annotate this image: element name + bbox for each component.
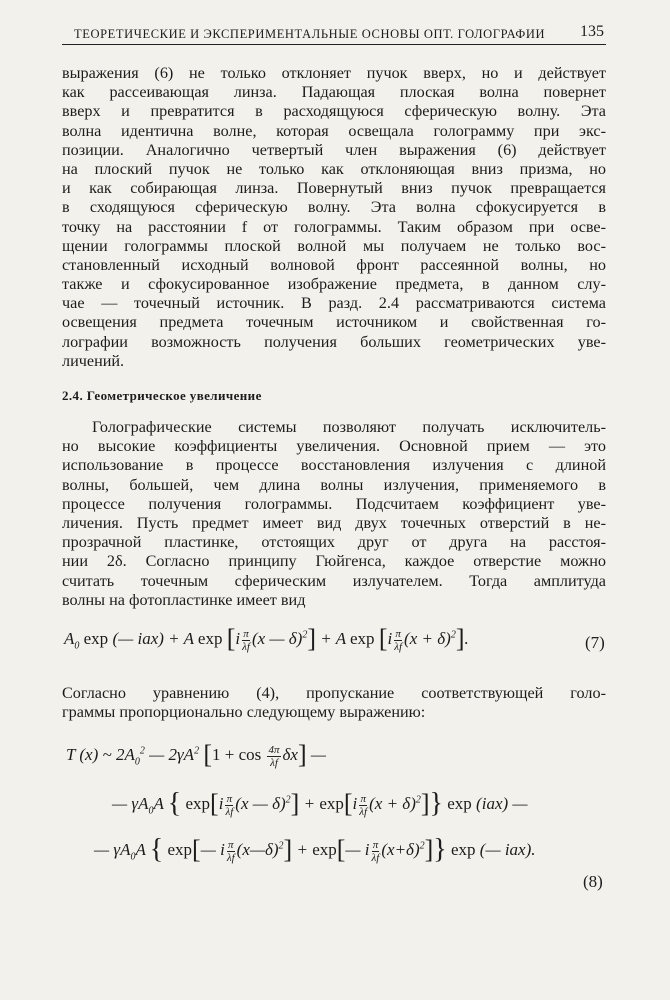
text-line: вверх и превратится в расходящуюся сферическую волну. Эта <box>62 102 606 121</box>
text-line: щении голограммы плоской волной мы получаем не только вос- <box>62 236 606 255</box>
text-line: нии 2δ. Согласно принципу Гюйгенса, каждое отверстие можно <box>62 552 606 571</box>
text-line: и как собирающая линза. Повернутый вниз пучок превращается <box>62 179 606 198</box>
text-line: освещения предмета точечным источником и свойственная го- <box>62 313 606 332</box>
text-line: прозрачной пластинке, отстоящих друг от друга на расстоя- <box>62 533 606 552</box>
paragraph-1 <box>62 64 606 371</box>
text-line: позиции. Аналогично четвертый член выражения (6) действует <box>62 140 606 159</box>
text-line: волна идентична волне, которая освещала голограмму при экс- <box>62 121 606 140</box>
paragraph-3 <box>62 684 606 722</box>
equation-number-7: (7) <box>585 633 605 652</box>
text-line: личений. <box>62 351 125 370</box>
text-line: волны на фотопластинке имеет вид <box>62 590 306 609</box>
text-line: использование в процессе восстановления излучения с длиной <box>62 456 606 475</box>
text-line: становленный исходный волновой фронт рассеянной волны, но <box>62 255 606 274</box>
text-line: в сходящуюся сферическую волну. Эта волна сфокусируется в <box>62 198 606 217</box>
text-line: как рассеивающая линза. Падающая плоская волна повернет <box>62 83 606 102</box>
text-line: личения. Пусть предмет имеет вид двух точечных отверстий в не- <box>62 513 606 532</box>
text-line: выражения (6) не только отклоняет пучок вверх, но и действует <box>62 64 606 82</box>
text-line: считать точечным сферическим излучателем. Тогда амплитуда <box>62 571 606 590</box>
text-line: процессе получения голограммы. Подсчитаем коэффициент уве- <box>62 494 606 513</box>
text-line: Согласно уравнению (4), пропускание соответствующей голо- <box>62 684 606 702</box>
page-number: 135 <box>580 23 604 40</box>
text-line: Голографические системы позволяют получать исключитель- <box>92 418 606 436</box>
section-heading: 2.4. Геометрическое увеличение <box>62 388 262 403</box>
equation-7: $A_0$ exp (— iax) + A exp [i $\frac{\pi}{\lambda f}$ (x — δ)$^2$] + A exp [i $\frac{\pi}{\lambda f}$ $(x + \delta)^2$]. <box>64 624 469 653</box>
text-line: также и сфокусированное изображение предмета, в данном слу- <box>62 275 606 294</box>
text-line: волны, большей, чем длина волны излучения, применяемого в <box>62 475 606 494</box>
running-title: ТЕОРЕТИЧЕСКИЕ И ЭКСПЕРИМЕНТАЛЬНЫЕ ОСНОВЫ ОПТ. ГОЛОГРАФИИ <box>74 27 546 41</box>
text-line: граммы пропорционально следующему выражению: <box>62 703 426 722</box>
running-header <box>62 22 606 45</box>
text-line: но высокие коэффициенты увеличения. Основной прием — это <box>62 437 606 456</box>
equation-8-line-2: — $\gamma A_0A$ { exp[i $\frac{\pi}{\lambda f}$ (x — δ)$^2$] + exp[i $\frac{\pi}{\lambda f}$ $(x + \delta)^2$]} exp (iax) — <box>112 788 528 819</box>
paragraph-2 <box>62 418 606 610</box>
equation-8-line-1: T (x) ~ $2A_0^2$ — $2\gamma A^2$ [1 + cos $\frac{4\pi}{\lambda f}$ δx] — <box>66 740 326 769</box>
equation-8-line-3: — $\gamma A_0A$ { exp[— i $\frac{\pi}{\lambda f}$ (x—δ)$^2$] + exp[— i $\frac{\pi}{\lambda f}$ $(x+\delta)^2$]} exp (— iax). <box>94 834 536 865</box>
text-line: точку на расстоянии f от голограммы. Таким образом при осве- <box>62 217 606 236</box>
text-line: лографии возможность получения больших геометрических уве- <box>62 332 606 351</box>
text-line: на плоский пучок не только как отклоняющая вниз призма, но <box>62 159 606 178</box>
equation-number-8: (8) <box>583 872 603 891</box>
text-line: чае — точечный источник. В разд. 2.4 рассматриваются система <box>62 294 606 313</box>
